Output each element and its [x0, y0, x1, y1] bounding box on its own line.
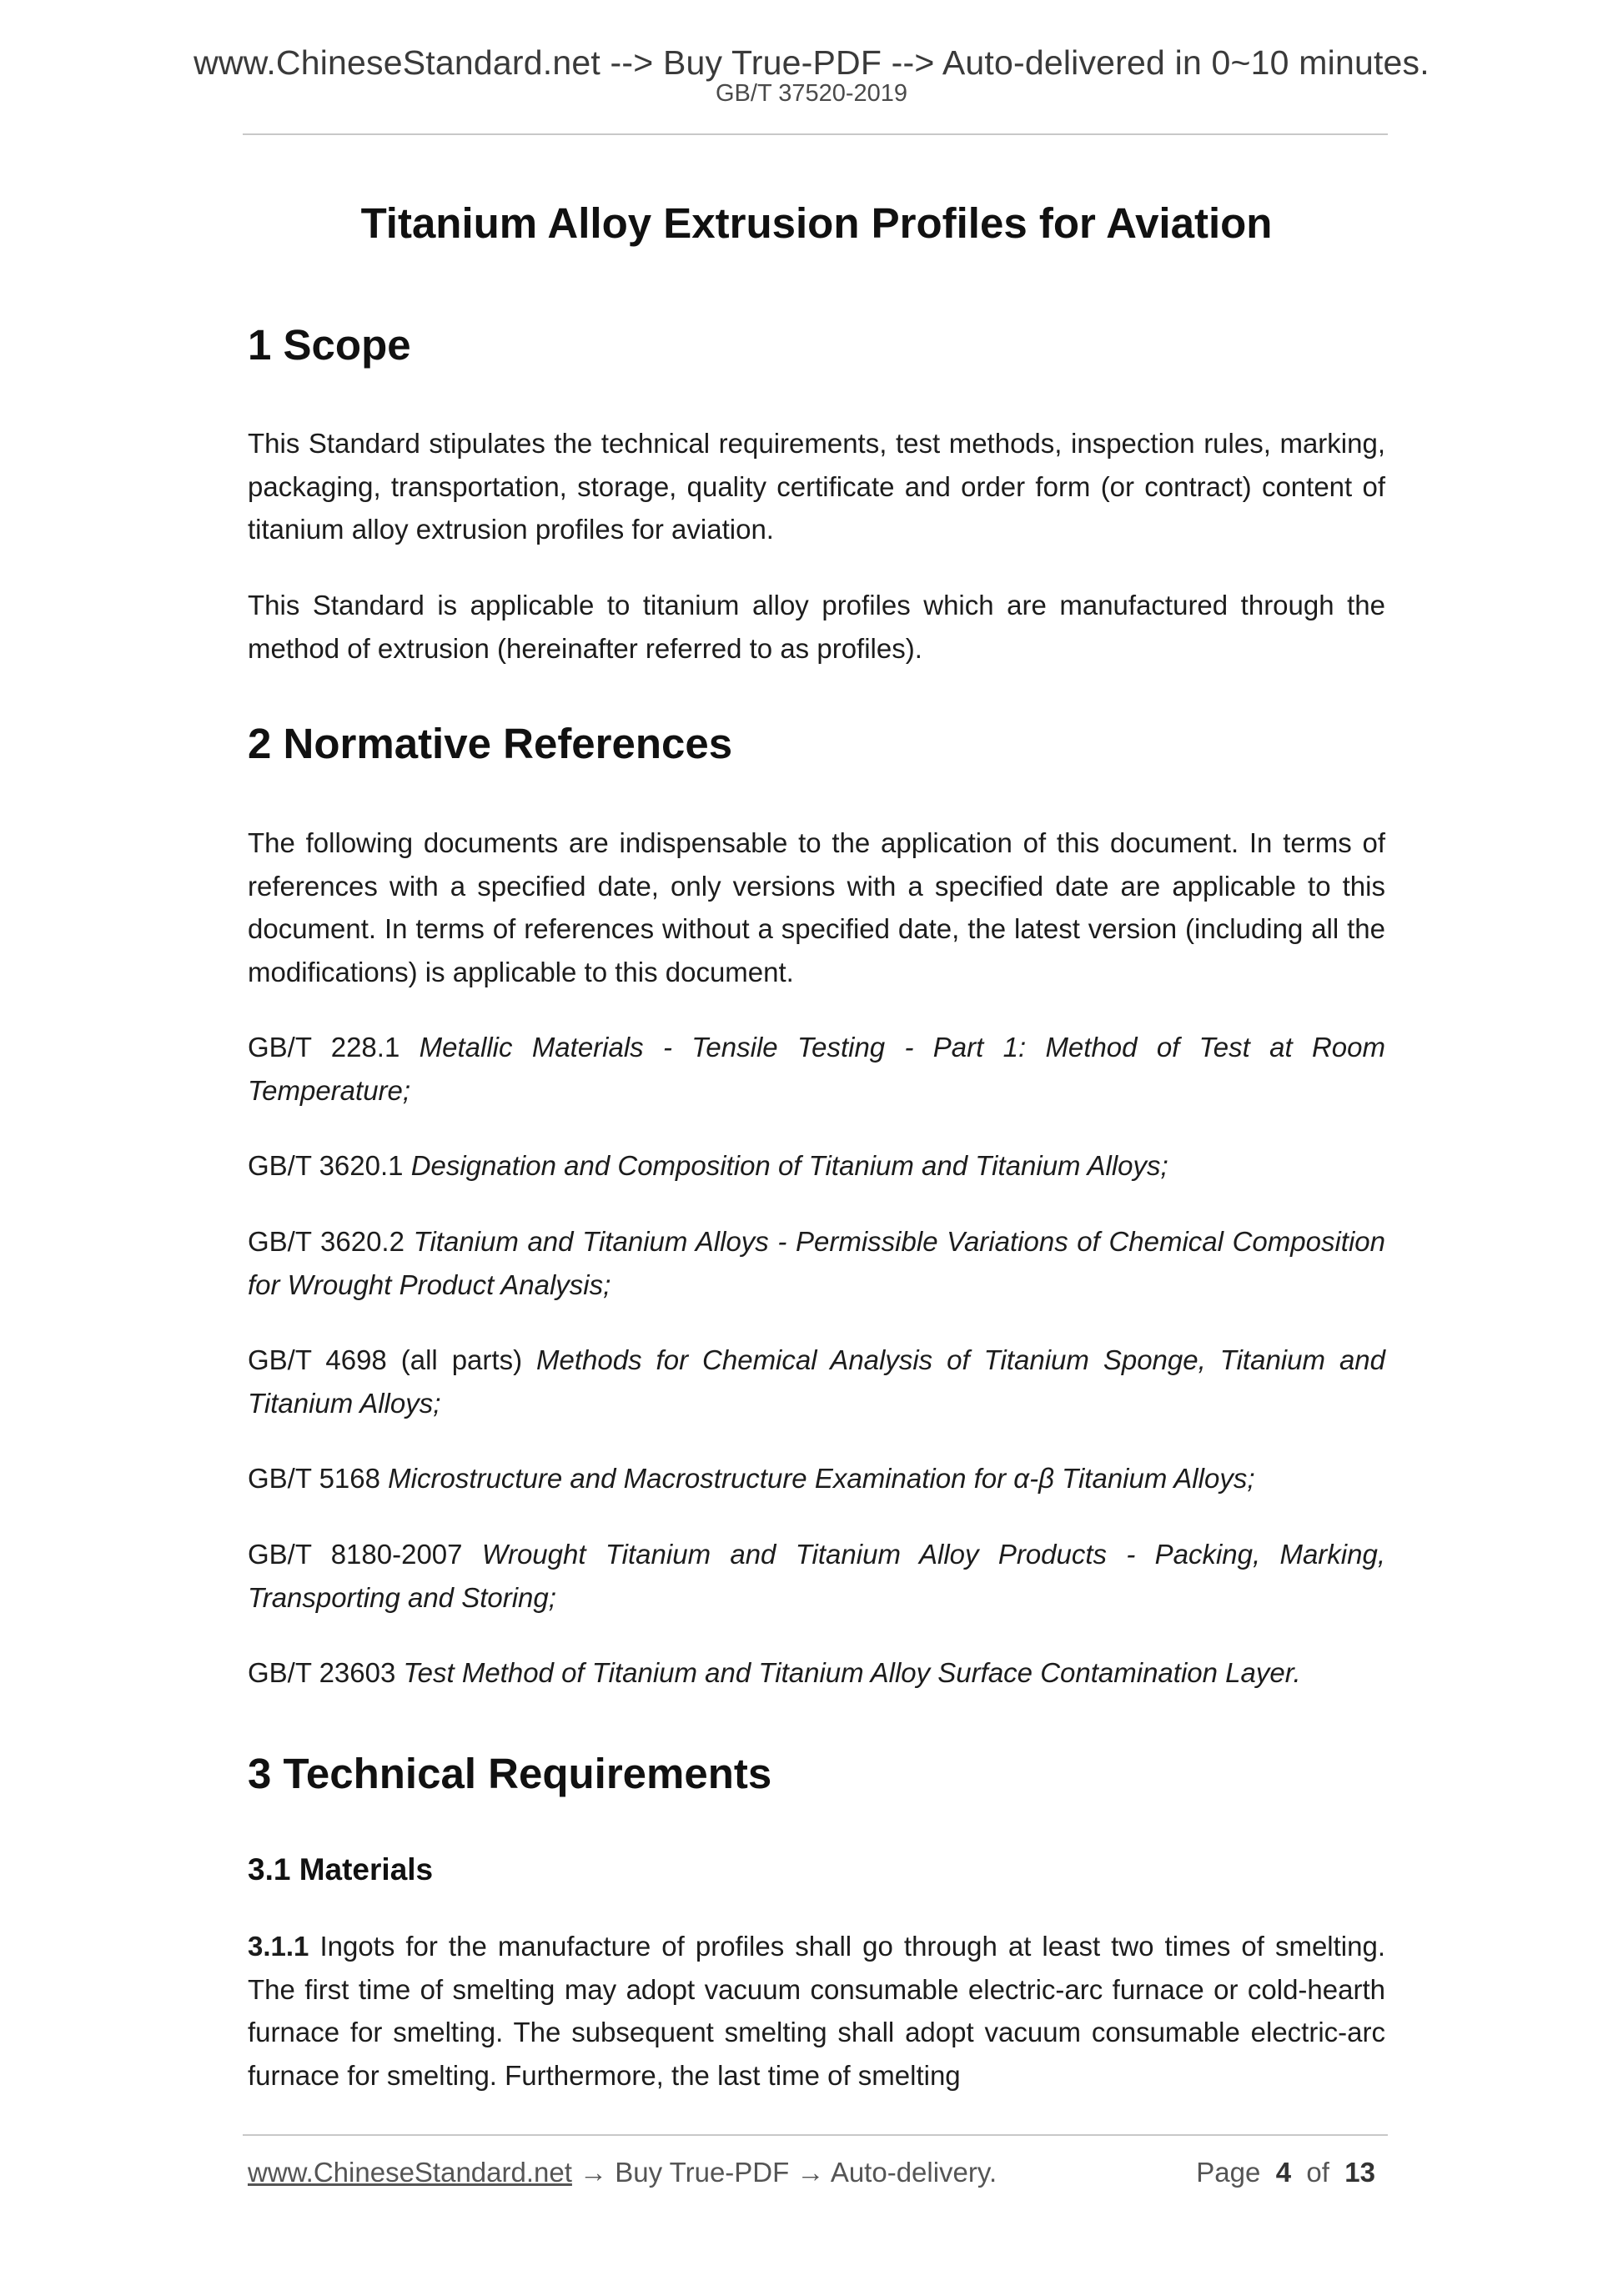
section-heading-technical: 3 Technical Requirements: [248, 1750, 772, 1797]
reference-code: GB/T 3620.1: [248, 1150, 404, 1181]
footer-link[interactable]: www.ChineseStandard.net: [248, 2157, 572, 2188]
header-divider: [243, 133, 1388, 135]
clause-number: 3.1.1: [248, 1931, 309, 1962]
clause-3-1-1: [248, 1925, 1385, 2097]
reference-code: GB/T 3620.2: [248, 1226, 404, 1257]
reference-item: [248, 1533, 1385, 1619]
reference-title: Titanium and Titanium Alloys - Permissible Variations of Chemical Composition for Wrought Product Analysis;: [248, 1226, 1386, 1300]
reference-title: Designation and Composition of Titanium and Titanium Alloys;: [410, 1150, 1168, 1181]
scope-paragraph-2: This Standard is applicable to titanium alloy profiles which are manufactured through the method of extrusion (hereinafter referred to as profiles).: [248, 590, 1385, 664]
top-banner: www.ChineseStandard.net --> Buy True-PDF --> Auto-delivered in 0~10 minutes.: [193, 43, 1430, 82]
reference-title: Microstructure and Macrostructure Examination for α-β Titanium Alloys;: [388, 1463, 1255, 1494]
references-intro: The following documents are indispensable to the application of this document. In terms of references with a specified date, only versions with a specified date are applicable to this document. In terms of references without a specified date, the latest version (including all the modifications) is applicable to this document.: [248, 827, 1385, 987]
page-indicator: [1196, 2157, 1375, 2188]
document-title: Titanium Alloy Extrusion Profiles for Aviation: [360, 199, 1273, 247]
reference-title: Methods for Chemical Analysis of Titanium Sponge, Titanium and Titanium Alloys;: [248, 1344, 1386, 1419]
reference-code: GB/T 5168: [248, 1463, 380, 1494]
reference-title: Wrought Titanium and Titanium Alloy Products - Packing, Marking, Transporting and Storing;: [248, 1539, 1385, 1613]
page-number: 4: [1275, 2157, 1292, 2188]
standard-code: GB/T 37520-2019: [715, 80, 908, 107]
scope-paragraph-1: This Standard stipulates the technical requirements, test methods, inspection rules, marking, packaging, transportation, storage, quality certificate and order form (or contract) content of titanium alloy extrusion profiles for aviation.: [248, 428, 1385, 545]
reference-item: [248, 1457, 1385, 1500]
section-heading-references: 2 Normative References: [248, 720, 733, 767]
footer-divider: [243, 2134, 1388, 2136]
reference-item: [248, 1339, 1385, 1424]
section-heading-scope: 1 Scope: [248, 321, 411, 369]
reference-code: GB/T 4698 (all parts): [248, 1344, 523, 1375]
footer-left: [248, 2157, 997, 2188]
footer-text: → Buy True-PDF → Auto-delivery.: [571, 2157, 997, 2188]
reference-title: Metallic Materials - Tensile Testing - Part 1: Method of Test at Room Temperature;: [248, 1032, 1385, 1106]
clause-text: Ingots for the manufacture of profiles shall go through at least two times of smelting. The first time of smelting may adopt vacuum consumable electric-arc furnace or cold-hearth furnace for smelting. The subsequent smelting shall adopt vacuum consumable electric-arc furnace for smelting. Furthermore, the last time of smelting: [248, 1931, 1386, 2091]
reference-code: GB/T 23603: [248, 1657, 396, 1688]
reference-code: GB/T 8180-2007: [248, 1539, 463, 1570]
reference-item: [248, 1651, 1385, 1695]
reference-title: Test Method of Titanium and Titanium Alloy Surface Contamination Layer.: [403, 1657, 1301, 1688]
total-pages: 13: [1344, 2157, 1375, 2188]
reference-code: GB/T 228.1: [248, 1032, 400, 1063]
reference-item: [248, 1144, 1385, 1188]
reference-item: [248, 1220, 1385, 1306]
of-label: of: [1306, 2157, 1329, 2188]
page-footer: [248, 2157, 1385, 2198]
reference-item: [248, 1026, 1385, 1112]
page-label: Page: [1196, 2157, 1261, 2188]
subsection-heading-materials: 3.1 Materials: [248, 1852, 434, 1887]
